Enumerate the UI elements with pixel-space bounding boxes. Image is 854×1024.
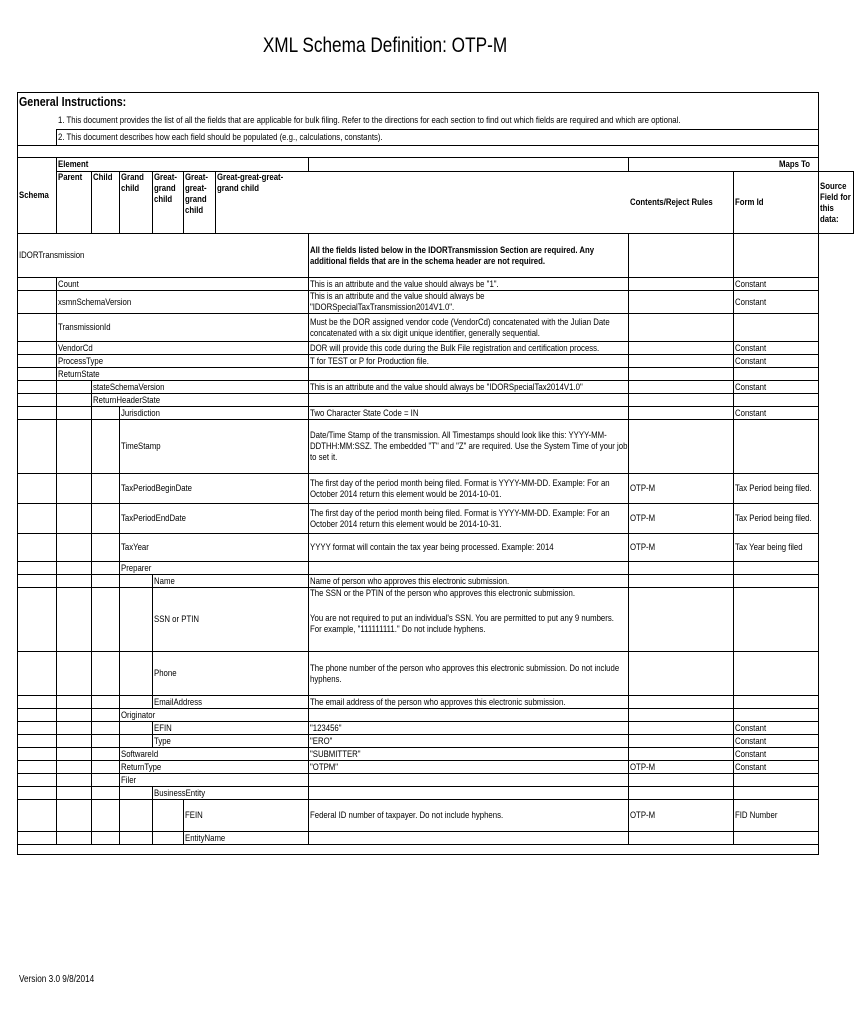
table-row [18,774,854,787]
contents-rule: All the fields listed below in the IDORTransmission Section are required. Any additional fields that are in the schema header are not required. [309,244,594,267]
source-field: Tax Year being filed [734,542,803,553]
table-row [18,735,854,748]
table-row [18,748,854,761]
source-field: Constant [734,722,767,734]
contents-rule: "ERO" [309,735,333,747]
table-row [18,787,854,800]
source-field: Constant [734,278,767,290]
element-name: TaxPeriodEndDate [121,513,187,524]
element-name: Phone [153,668,177,679]
contents-rule: The first day of the period month being filed. Format is YYYY-MM-DD. Example: For an October 2014 return this element would be 2014-10-31. [309,507,610,530]
table-row [18,709,854,722]
element-name: stateSchemaVersion [92,381,165,393]
header-child: Child [92,172,113,183]
table-row [18,342,854,355]
element-name: SoftwareId [121,748,159,760]
table-row [18,381,854,394]
element-name: Count [58,278,80,290]
element-name: Jurisdiction [121,407,161,419]
element-name: TaxYear [121,542,150,553]
contents-rule: The phone number of the person who approves this electronic submission. Do not include hyphens. [309,662,619,685]
form-id: OTP-M [630,810,656,821]
contents-rule: The first day of the period month being filed. Format is YYYY-MM-DD. Example: For an October 2014 return this element would be 2014-10-01. [309,477,610,500]
element-name: EFIN [153,722,172,734]
element-name: BusinessEntity [153,787,205,799]
element-name: EmailAddress [153,696,202,708]
contents-rule: This is an attribute and the value should always be "IDORSpecialTaxTransmission2014V1.0". [309,291,485,313]
header-maps-to: Maps To [779,159,811,170]
table-row [18,355,854,368]
element-name: ProcessType [58,355,104,367]
header-element: Element [58,159,89,170]
header-form-id: Form Id [734,197,764,208]
element-name: Originator [121,709,156,721]
element-name: ReturnHeaderState [92,394,161,406]
header-grand-child: Grand child [121,172,145,194]
table-row [18,588,854,652]
table-row [18,278,854,291]
source-field: FID Number [734,810,778,821]
table-row [18,722,854,735]
table-row [18,234,854,278]
instruction-line-1: 1. This document provides the list of all the fields that are applicable for bulk filing. Refer to the directions for each section to find out which fields are required and which are optional. [57,114,681,126]
table-row [18,504,854,534]
source-field: Constant [734,381,767,393]
element-name: TimeStamp [121,441,161,452]
contents-rule: DOR will provide this code during the Bulk File registration and certification process. [309,342,600,354]
table-row [18,761,854,774]
source-field: Tax Period being filed. [734,483,812,494]
element-name: Preparer [121,562,152,574]
contents-rule: "OTPM" [309,761,338,773]
table-row [18,800,854,832]
contents-rule: Two Character State Code = IN [309,407,419,419]
version-footer: Version 3.0 9/8/2014 [19,974,95,985]
header-schema: Schema [19,190,49,201]
table-row [18,394,854,407]
source-field: Constant [734,296,767,308]
element-name: EntityName [185,832,226,844]
header-contents: Contents/Reject Rules [629,197,713,208]
source-field: Constant [734,407,767,419]
header-parent: Parent [58,172,83,183]
header-great-great-grand-child: Great- great- grand child [185,172,209,216]
element-name: VendorCd [58,342,94,354]
table-row [18,534,854,562]
contents-rule: "123456" [309,722,342,734]
contents-rule: The SSN or the PTIN of the person who approves this electronic submission. [309,588,575,599]
contents-rule: The email address of the person who approves this electronic submission. [309,696,566,708]
element-name: ReturnType [121,761,162,773]
page-title: XML Schema Definition: OTP-M [262,34,508,57]
contents-rule-extra: You are not required to put an individual's SSN. You are permitted to put any 9 numbers. For example, "111111111." Do not include hyphens. [309,613,614,635]
source-field: Constant [734,342,767,354]
source-field: Constant [734,355,767,367]
element-name: Name [153,575,175,587]
source-field: Constant [734,735,767,747]
contents-rule: This is an attribute and the value should always be "IDORSpecialTax2014V1.0" [309,381,583,393]
table-row [18,575,854,588]
contents-rule: This is an attribute and the value should always be "1". [309,278,499,290]
contents-rule: YYYY format will contain the tax year being processed. Example: 2014 [309,542,554,553]
contents-rule: "SUBMITTER" [309,748,361,760]
header-great-grand-child: Great- grand child [153,172,177,205]
form-id: OTP-M [630,513,656,524]
general-instructions-heading: General Instructions: [19,94,127,109]
table-row [18,652,854,696]
contents-rule: Date/Time Stamp of the transmission. All Timestamps should look like this: YYYY-MM-DDTHH:MM:SSZ. The embedded "T" and "Z" are required. Use the System Time of your job to set it. [309,430,628,463]
table-row [18,314,854,342]
table-row [18,832,854,845]
table-row [18,474,854,504]
table-row [18,291,854,314]
source-field: Constant [734,761,767,773]
element-name: SSN or PTIN [153,614,199,625]
header-ggg-grand-child: Great-great-great-grand child [216,172,283,194]
header-source-field: Source Field for this data: [820,180,851,225]
table-row [18,562,854,575]
contents-rule: Must be the DOR assigned vendor code (VendorCd) concatenated with the Julian Date concatenated with a six digit unique identifier, generally sequential. [309,316,610,339]
contents-rule: T for TEST or P for Production file. [309,355,429,367]
element-name: ReturnState [58,368,101,380]
form-id: OTP-M [630,483,656,494]
instruction-line-2: 2. This document describes how each field should be populated (e.g., calculations, constants). [58,132,384,143]
table-row [18,696,854,709]
contents-rule: Federal ID number of taxpayer. Do not include hyphens. [309,810,503,821]
schema-name: IDORTransmission [19,250,85,261]
source-field: Constant [734,748,767,760]
table-row [18,407,854,420]
element-name: Type [153,735,171,747]
schema-table [17,92,854,855]
table-row [18,420,854,474]
contents-rule: Name of person who approves this electronic submission. [309,575,509,587]
form-id: OTP-M [630,761,656,773]
form-id: OTP-M [630,542,656,553]
source-field: Tax Period being filed. [734,513,812,524]
table-row [18,368,854,381]
element-name: FEIN [185,810,203,821]
element-name: TransmissionId [58,322,111,333]
element-name: xsmnSchemaVersion [58,296,132,308]
element-name: Filer [121,774,137,786]
element-name: TaxPeriodBeginDate [121,483,193,494]
